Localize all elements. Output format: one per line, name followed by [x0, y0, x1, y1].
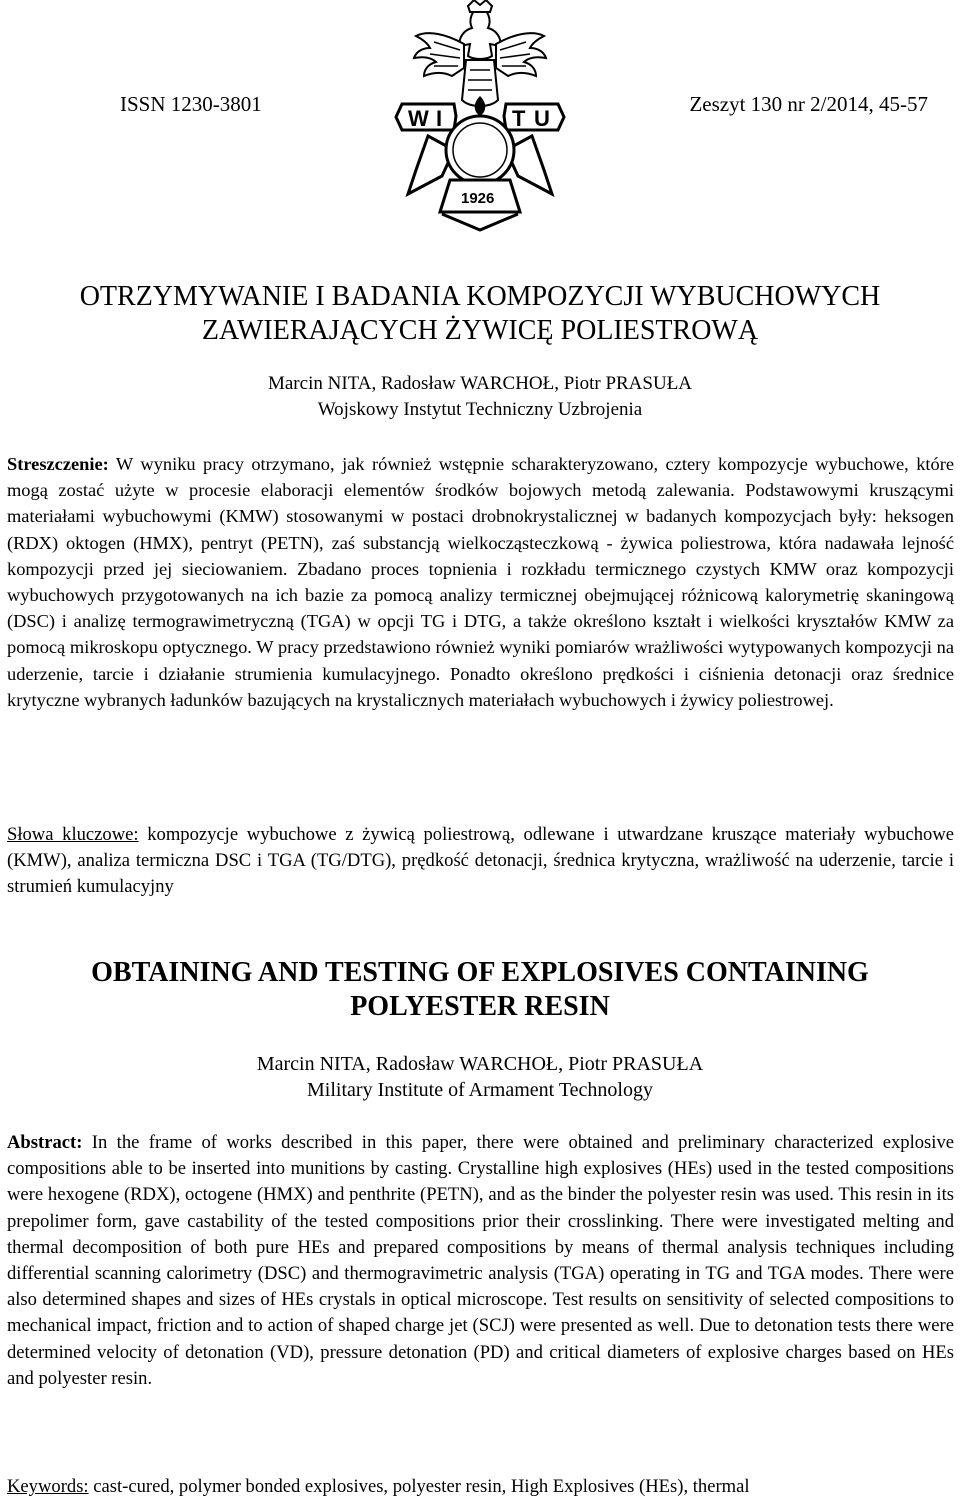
- issue-header: Zeszyt 130 nr 2/2014, 45-57: [689, 92, 928, 116]
- english-title-line2: POLYESTER RESIN: [350, 991, 610, 1022]
- polish-title: [0, 280, 960, 348]
- english-title: [0, 956, 960, 1024]
- polish-keywords-label: Słowa kluczowe:: [7, 824, 139, 845]
- english-title-line1: OBTAINING AND TESTING OF EXPLOSIVES CONTAINING: [91, 957, 869, 988]
- polish-abstract: [7, 451, 954, 713]
- polish-authors: Marcin NITA, Radosław WARCHOŁ, Piotr PRASUŁA: [267, 373, 693, 394]
- polish-keywords: [7, 822, 954, 901]
- svg-text:1926: 1926: [461, 190, 495, 207]
- polish-abstract-text: W wyniku pracy otrzymano, jak również wstępnie scharakteryzowano, cztery kompozycje wybuchowe, które mogą zostać użyte w procesie elaboracji elementów środków bojowych metodą zalewania. Podstawowymi kruszącymi materiałami wybuchowymi (KMW) stosowanymi w postaci drobnokrystalicznej w badanych kompozycjach były: heksogen (RDX) oktogen (HMX), pentryt (PETN), zaś substancją wielkocząsteczkową - żywica poliestrowa, która nadawała lejność kompozycji przed jej sieciowaniem. Zbadano proces topnienia i rozkładu termicznego czystych KMW oraz kompozycji wybuchowych przygotowanych na ich bazie za pomocą analizy termicznej obejmującej różnicową kalorymetrię skaningową (DSC) i analizę termograwimetryczną (TGA) w opcji TG i DTG, a także określono kształt i wielkości kryształów KMW za pomocą mikroskopu optycznego. W pracy przedstawiono również wyniki pomiarów wrażliwości wytypowanych kompozycji na uderzenie, tarcie i działanie strumienia kumulacyjnego. Ponadto określono prędkości i ciśnienia detonacji oraz średnice krytyczne wybranych ładunków bazujących na krystalicznych materiałach wybuchowych i żywicy poliestrowej.: [7, 454, 955, 710]
- polish-title-line1: OTRZYMYWANIE I BADANIA KOMPOZYCJI WYBUCHOWYCH: [79, 281, 881, 312]
- english-abstract-text: In the frame of works described in this paper, there were obtained and preliminary characterized explosive compositions able to be inserted into munitions by casting. Crystalline high explosives (HEs) used in the tested compositions were hexogene (RDX), octogene (HMX) and penthrite (PETN), and as the binder the polyester resin was used. This resin in its prepolimer form, gave castability of the tested compositions prior their crosslinking. There were investigated melting and thermal decomposition of both pure HEs and prepared compositions by means of thermal analysis techniques including differential scanning calorimetry (DSC) and thermogravimetric analysis (TGA) operating in TG and TGA modes. There were also determined shapes and sizes of HEs crystals in optical microscope. Test results on sensitivity of selected compositions to mechanical impact, friction and to action of shaped charge jet (SCJ) were presented as well. Due to detonation tests there were determined velocity of detonation (VD), pressure detonation (PD) and critical diameters of explosive charges based on HEs and polyester resin.: [7, 1132, 954, 1389]
- issn-header: ISSN 1230-3801: [120, 92, 262, 116]
- svg-text:I: I: [436, 106, 443, 131]
- english-abstract-label: Abstract:: [7, 1132, 83, 1153]
- svg-text:T: T: [512, 106, 526, 131]
- english-authors: Marcin NITA, Radosław WARCHOŁ, Piotr PRASUŁA: [256, 1053, 704, 1075]
- polish-title-line2: ZAWIERAJĄCYCH ŻYWICĘ POLIESTROWĄ: [201, 315, 759, 346]
- english-keywords-text: cast-cured, polymer bonded explosives, polyester resin, High Explosives (HEs), thermal: [93, 1476, 750, 1497]
- polish-abstract-label: Streszczenie:: [7, 454, 109, 474]
- english-affiliation: Military Institute of Armament Technology: [307, 1079, 653, 1101]
- polish-affiliation: Wojskowy Instytut Techniczny Uzbrojenia: [317, 399, 643, 420]
- svg-text:U: U: [534, 106, 550, 131]
- english-keywords-label: Keywords:: [7, 1476, 89, 1497]
- english-abstract: [7, 1130, 954, 1392]
- english-keywords: [7, 1474, 954, 1500]
- polish-keywords-text: kompozycje wybuchowe z żywicą poliestrową, odlewane i utwardzane kruszące materiały wybuchowe (KMW), analiza termiczna DSC i TGA (TG/DTG), prędkość detonacji, średnica krytyczna, wrażliwość na uderzenie, tarcie i strumień kumulacyjny: [7, 824, 955, 898]
- witu-eagle-emblem-icon: [394, 0, 566, 232]
- svg-text:W: W: [408, 106, 429, 131]
